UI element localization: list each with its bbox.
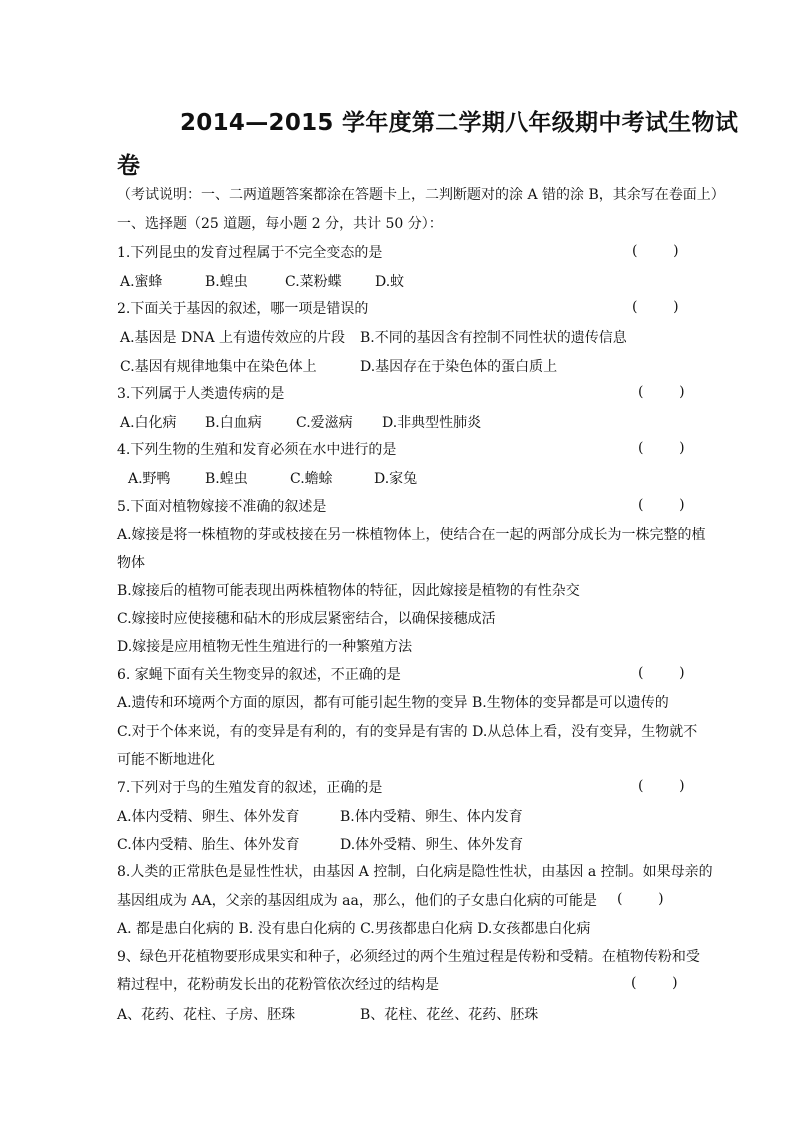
q8-answer-paren: ( ) xyxy=(617,891,664,907)
q3-stem: 3.下列属于人类遗传病的是 xyxy=(117,386,285,402)
q4-option-b: B.蝗虫 xyxy=(205,471,248,487)
q5-stem: 5.下面对植物嫁接不准确的叙述是 xyxy=(117,499,327,515)
q4-option-c: C.蟾蜍 xyxy=(290,471,333,487)
q4-answer-paren: ( ) xyxy=(638,440,685,456)
q1-option-a: A.蜜蜂 xyxy=(120,274,163,290)
q2-option-c: C.基因有规律地集中在染色体上 xyxy=(120,359,317,375)
q7-stem: 7.下列对于鸟的生殖发育的叙述，正确的是 xyxy=(117,780,383,796)
q8-stem-line2: 基因组成为 AA，父亲的基因组成为 aa，那么，他们的子女患白化病的可能是 xyxy=(117,893,597,909)
q9-option-b: B、花柱、花丝、花药、胚珠 xyxy=(360,1007,539,1023)
q9-option-a: A、花药、花柱、子房、胚珠 xyxy=(117,1007,296,1023)
q6-options-line2: C.对于个体来说，有的变异是有利的，有的变异是有害的 D.从总体上看，没有变异，生物就不 xyxy=(117,724,698,740)
q5-option-c: C.嫁接时应使接穗和砧木的形成层紧密结合，以确保接穗成活 xyxy=(117,611,496,627)
q3-option-c: C.爱滋病 xyxy=(296,415,353,431)
q5-answer-paren: ( ) xyxy=(638,497,685,513)
q3-option-b: B.白血病 xyxy=(205,415,262,431)
q5-option-d: D.嫁接是应用植物无性生殖进行的一种繁殖方法 xyxy=(117,639,413,655)
q3-option-a: A.白化病 xyxy=(120,415,177,431)
exam-title-line1: 2014—2015 学年度第二学期八年级期中考试生物试 xyxy=(180,110,739,136)
q5-option-b: B.嫁接后的植物可能表现出两株植物体的特征，因此嫁接是植物的有性杂交 xyxy=(117,583,580,599)
q4-stem: 4.下列生物的生殖和发育必须在水中进行的是 xyxy=(117,442,397,458)
q6-options-line3: 可能不断地进化 xyxy=(117,752,215,768)
q1-option-c: C.菜粉蝶 xyxy=(285,274,342,290)
q1-answer-paren: ( ) xyxy=(632,243,679,259)
q5-option-a: A.嫁接是将一株植物的芽或枝接在另一株植物体上，使结合在一起的两部分成长为一株完整的植 xyxy=(117,527,706,543)
q2-stem: 2.下面关于基因的叙述，哪一项是错误的 xyxy=(117,301,369,317)
q2-option-a: A.基因是 DNA 上有遗传效应的片段 xyxy=(120,330,346,346)
q4-option-d: D.家兔 xyxy=(374,471,418,487)
q1-option-d: D.蚊 xyxy=(375,274,405,290)
q2-option-b: B.不同的基因含有控制不同性状的遗传信息 xyxy=(360,330,627,346)
q4-option-a: A.野鸭 xyxy=(128,471,171,487)
exam-title-line2: 卷 xyxy=(117,153,140,179)
q7-option-b: B.体内受精、卵生、体内发育 xyxy=(340,809,523,825)
q9-stem-line1: 9、绿色开花植物要形成果实和种子，必须经过的两个生殖过程是传粉和受精。在植物传粉和受 xyxy=(117,949,700,965)
q7-option-d: D.体外受精、卵生、体外发育 xyxy=(340,837,524,853)
q2-option-d: D.基因存在于染色体的蛋白质上 xyxy=(360,359,558,375)
q3-option-d: D.非典型性肺炎 xyxy=(382,415,482,431)
q7-option-a: A.体内受精、卵生、体外发育 xyxy=(117,809,300,825)
section1-header: 一、选择题（25 道题，每小题 2 分，共计 50 分）： xyxy=(117,216,443,232)
q6-stem: 6. 家蝇下面有关生物变异的叙述，不正确的是 xyxy=(117,667,401,683)
q6-options-line1: A.遗传和环境两个方面的原因，都有可能引起生物的变异 B.生物体的变异都是可以遗传的 xyxy=(117,695,669,711)
q9-answer-paren: ( ) xyxy=(631,975,678,991)
q1-stem: 1.下列昆虫的发育过程属于不完全变态的是 xyxy=(117,245,383,261)
q7-option-c: C.体内受精、胎生、体外发育 xyxy=(117,837,300,853)
q2-answer-paren: ( ) xyxy=(632,299,679,315)
q1-option-b: B.蝗虫 xyxy=(205,274,248,290)
q5-option-a-cont: 物体 xyxy=(117,555,145,571)
q6-answer-paren: ( ) xyxy=(638,665,685,681)
exam-instructions: （考试说明：一、二两道题答案都涂在答题卡上，二判断题对的涂 A 错的涂 B，其余写在卷面上） xyxy=(117,187,725,203)
q7-answer-paren: ( ) xyxy=(638,778,685,794)
q8-stem-line1: 8.人类的正常肤色是显性性状，由基因 A 控制，白化病是隐性性状，由基因 a 控制。如果母亲的 xyxy=(117,864,713,880)
q8-options: A. 都是患白化病的 B. 没有患白化病的 C.男孩都患白化病 D.女孩都患白化病 xyxy=(117,921,591,937)
q3-answer-paren: ( ) xyxy=(638,384,685,400)
q9-stem-line2: 精过程中，花粉萌发长出的花粉管依次经过的结构是 xyxy=(117,977,439,993)
